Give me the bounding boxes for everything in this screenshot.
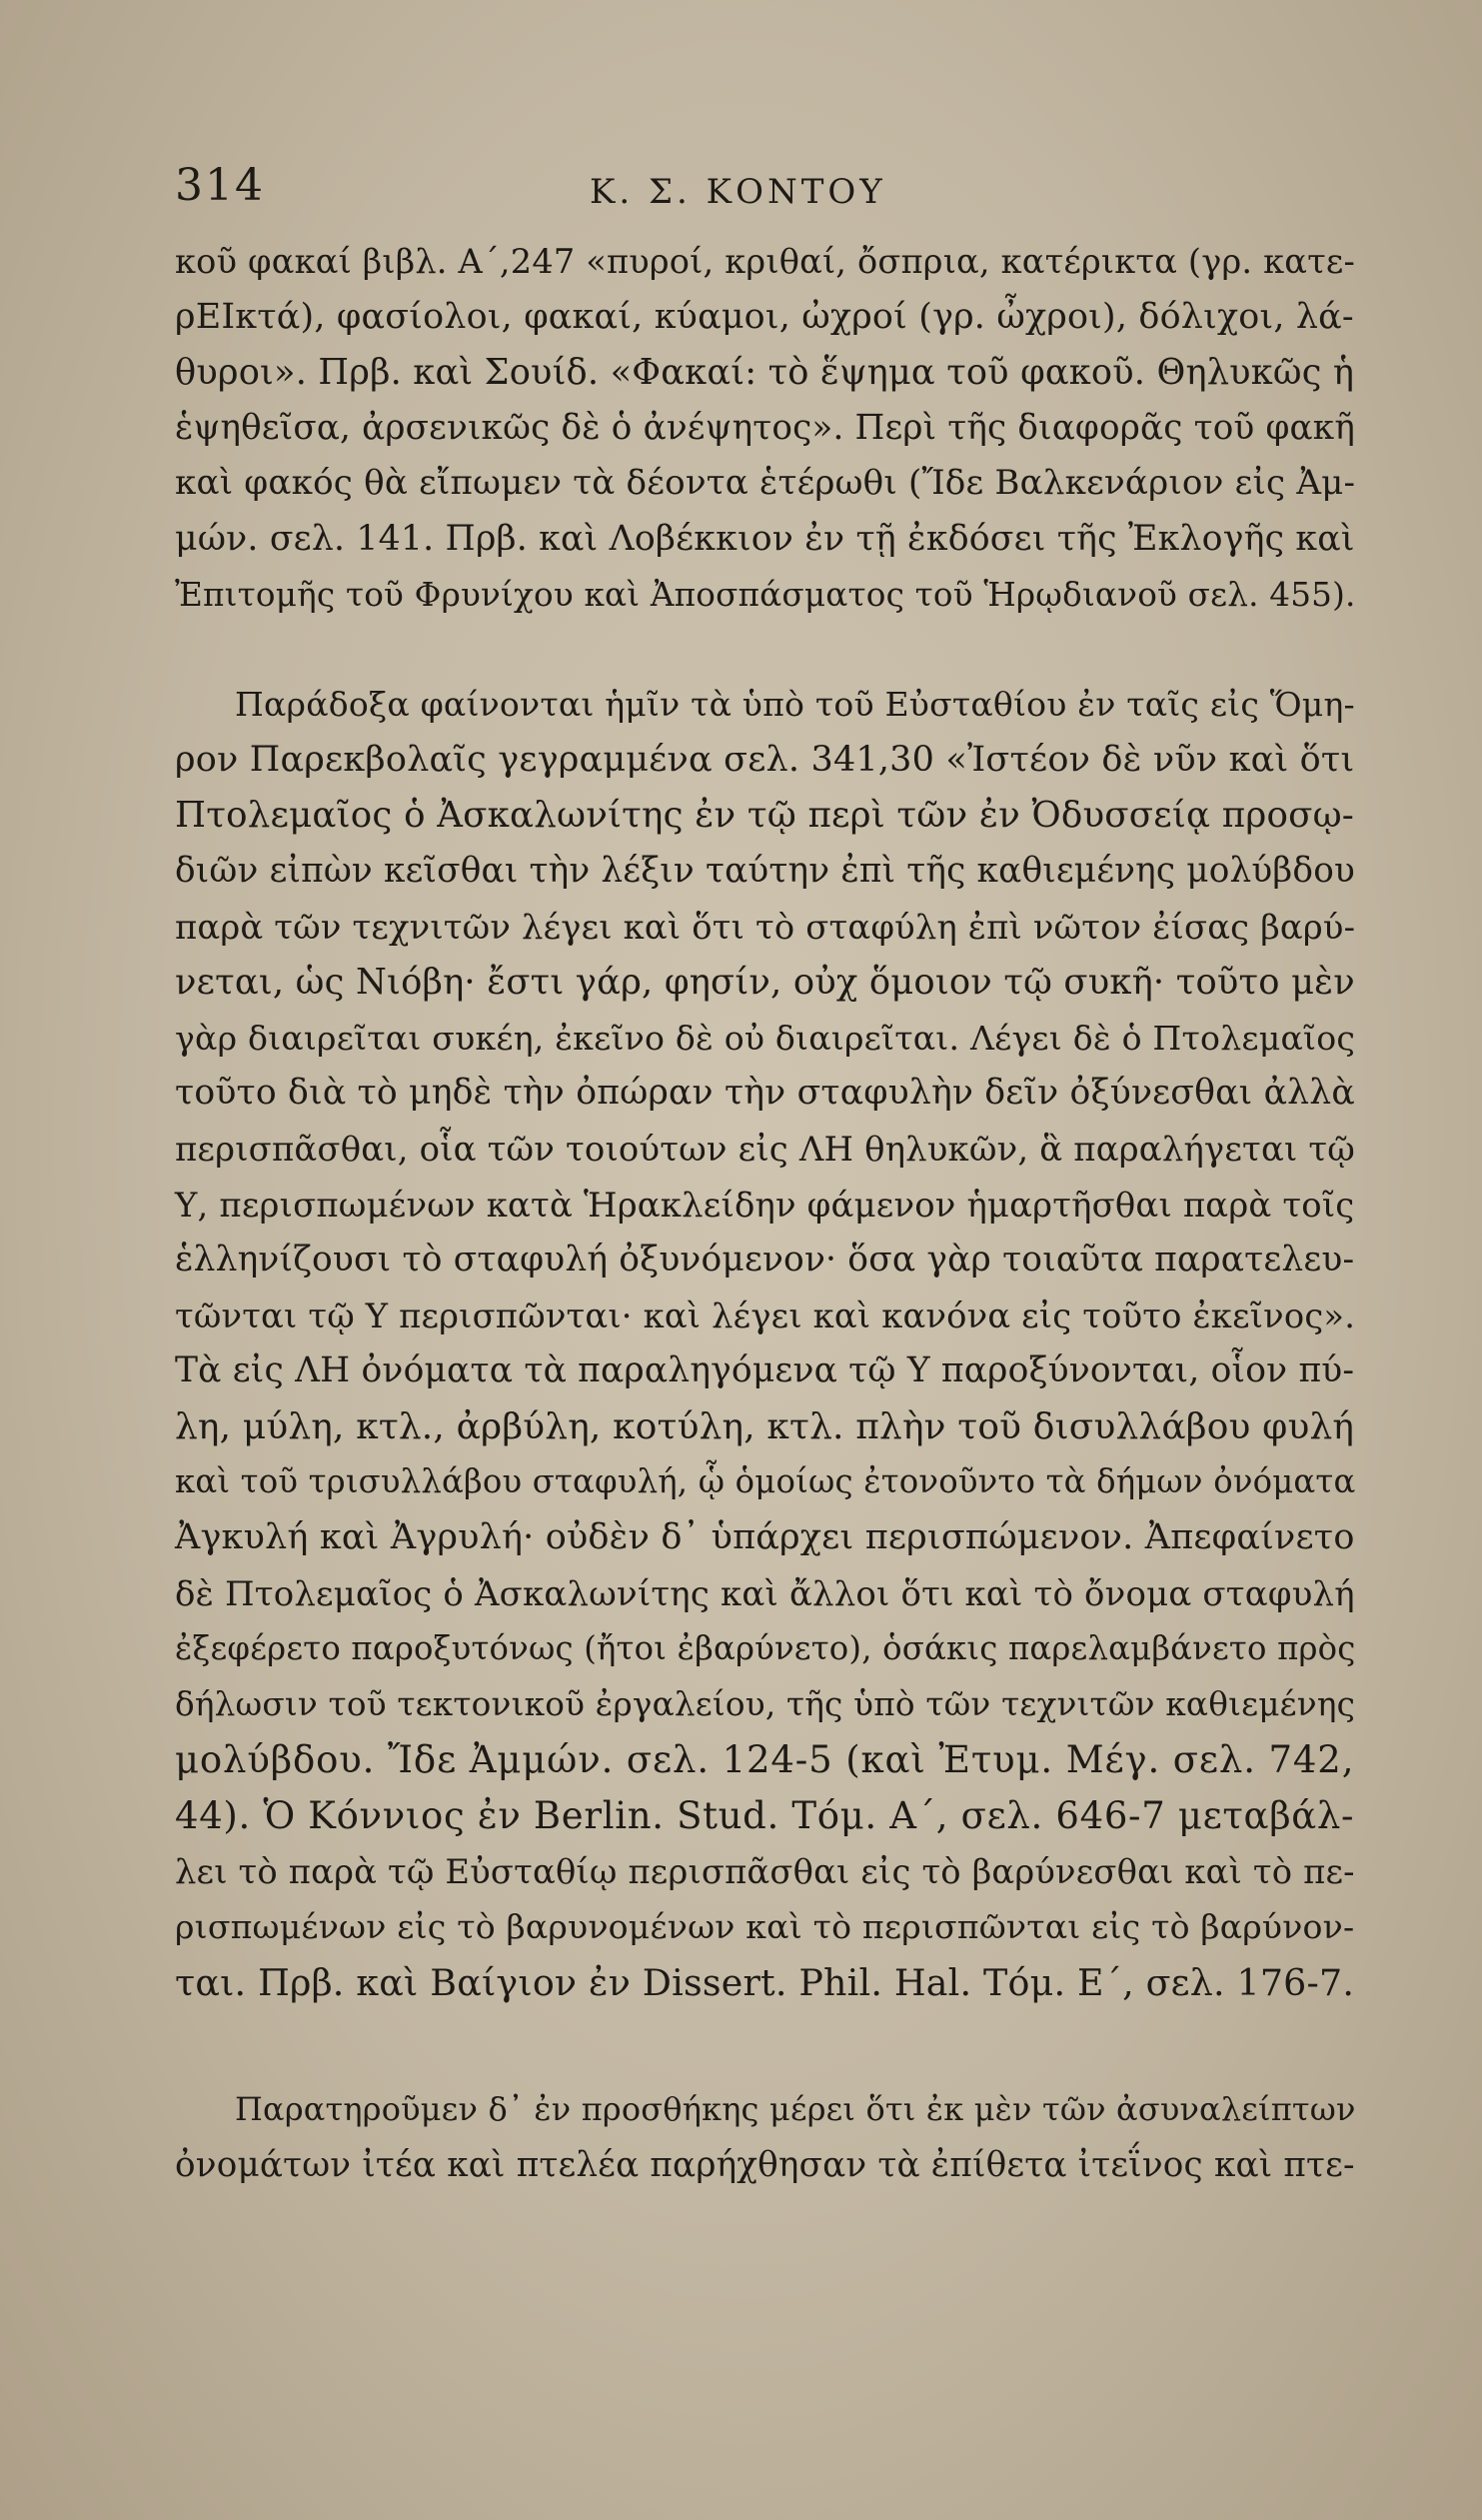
text-line: Ἐπιτομῆς τοῦ Φρυνίχου καὶ Ἀποσπάσματος τοῦ Ἡρῳδιανοῦ σελ. 455). [175, 575, 1356, 614]
text-line: παρὰ τῶν τεχνιτῶν λέγει καὶ ὅτι τὸ σταφύλη ἐπὶ νῶτον ἐίσας βαρύ- [175, 907, 1356, 947]
page-number: 314 [175, 160, 265, 211]
text-line: γὰρ διαιρεῖται συκέη, ἐκεῖνο δὲ οὐ διαιρεῖται. Λέγει δὲ ὁ Πτολεμαῖος [175, 1018, 1356, 1058]
text-line: καὶ τοῦ τρισυλλάβου σταφυλή, ᾧ ὁμοίως ἐτονοῦντο τὰ δήμων ὀνόματα [175, 1462, 1356, 1501]
text-line: ἑψηθεῖσα, ἀρσενικῶς δὲ ὁ ἀνέψητος». Περὶ τῆς διαφορᾶς τοῦ φακῆ [175, 407, 1355, 448]
text-line: θυροι». Πρβ. καὶ Σουίδ. «Φακαί: τὸ ἕψημα τοῦ φακοῦ. Θηλυκῶς ἡ [175, 352, 1355, 394]
text-line: ρΕΙκτά), φασίολοι, φακαί, κύαμοι, ὠχροί (γρ. ὦχροι), δόλιχοι, λά- [175, 296, 1354, 337]
paragraph-fakai [175, 234, 1354, 623]
text-line: ἐξεφέρετο παροξυτόνως (ἤτοι ἐβαρύνετο), ὁσάκις παρελαμβάνετο πρὸς [175, 1629, 1356, 1668]
text-line: κοῦ φακαί βιβλ. Α΄,247 «πυροί, κριθαί, ὄσπρια, κατέρικτα (γρ. κατε- [175, 242, 1355, 281]
text-line: μολύβδου. Ἴδε Ἀμμών. σελ. 124-5 (καὶ Ἐτυμ. Μέγ. σελ. 742, [175, 1738, 1355, 1782]
text-line: ὀνομάτων ἰτέα καὶ πτελέα παρήχθησαν τὰ ἐπίθετα ἰτεΐνος καὶ πτε- [175, 2145, 1355, 2185]
paragraph-gap [175, 2010, 1354, 2082]
text-line: τοῦτο διὰ τὸ μηδὲ τὴν ὀπώραν τὴν σταφυλὴν δεῖν ὀξύνεσθαι ἀλλὰ [175, 1073, 1355, 1114]
paragraph-itea-ptelea [175, 2082, 1354, 2193]
text-line: καὶ φακός θὰ εἴπωμεν τὰ δέοντα ἑτέρωθι (Ἴδε Βαλκενάριον εἰς Ἀμ- [175, 463, 1356, 504]
text-line: Παρατηροῦμεν δ᾽ ἐν προσθήκης μέρει ὅτι ἐκ μὲν τῶν ἀσυναλείπτων [235, 2090, 1356, 2129]
text-line: ρον Παρεκβολαῖς γεγραμμένα σελ. 341,30 «Ἰστέον δὲ νῦν καὶ ὅτι [175, 739, 1355, 780]
text-line: ἑλληνίζουσι τὸ σταφυλή ὀξυνόμενον· ὅσα γὰρ τοιαῦτα παρατελευ- [175, 1240, 1355, 1280]
text-line: νεται, ὡς Νιόβη· ἔστι γάρ, φησίν, οὐχ ὅμοιον τῷ συκῆ· τοῦτο μὲν [175, 962, 1355, 1004]
text-line: δήλωσιν τοῦ τεκτονικοῦ ἐργαλείου, τῆς ὑπὸ τῶν τεχνιτῶν καθιεμένης [175, 1684, 1356, 1723]
text-line: τῶνται τῷ Υ περισπῶνται· καὶ λέγει καὶ κανόνα εἰς τοῦτο ἐκεῖνος». [175, 1295, 1356, 1335]
text-line: λει τὸ παρὰ τῷ Εὐσταθίῳ περισπᾶσθαι εἰς τὸ βαρύνεσθαι καὶ τὸ πε- [175, 1851, 1355, 1891]
text-line: Πτολεμαῖος ὁ Ἀσκαλωνίτης ἐν τῷ περὶ τῶν ἐν Ὀδυσσείᾳ προσῳ- [175, 795, 1355, 837]
text-line: ται. Πρβ. καὶ Βαίγιον ἐν Dissert. Phil. Hal. Τόμ. Ε΄, σελ. 176-7. [175, 1960, 1355, 2004]
body-text [175, 234, 1354, 2194]
text-line: Τὰ εἰς ΛΗ ὀνόματα τὰ παραληγόμενα τῷ Υ παροξύνονται, οἷον πύ- [175, 1350, 1355, 1391]
text-line: δὲ Πτολεμαῖος ὁ Ἀσκαλωνίτης καὶ ἄλλοι ὅτι καὶ τὸ ὄνομα σταφυλή [175, 1573, 1355, 1613]
text-line: λη, μύλη, κτλ., ἀρβύλη, κοτύλη, κτλ. πλὴν τοῦ δισυλλάβου φυλή [175, 1405, 1355, 1447]
text-line: ρισπωμένων εἰς τὸ βαρυνομένων καὶ τὸ περισπῶνται εἰς τὸ βαρύνον- [175, 1907, 1355, 1947]
text-line: περισπᾶσθαι, οἷα τῶν τοιούτων εἰς ΛΗ θηλυκῶν, ἃ παραλήγεται τῷ [175, 1129, 1356, 1169]
paragraph-eustathius [175, 677, 1354, 2010]
running-title: Κ. Σ. ΚΟΝΤΟΥ [590, 172, 886, 212]
text-line: 44). Ὁ Κόννιος ἐν Berlin. Stud. Τόμ. Α΄, σελ. 646-7 μεταβάλ- [175, 1794, 1355, 1838]
text-line: Υ, περισπωμένων κατὰ Ἡρακλείδην φάμενον ἡμαρτῆσθαι παρὰ τοῖς [175, 1185, 1355, 1225]
text-line: Παράδοξα φαίνονται ἡμῖν τὰ ὑπὸ τοῦ Εὐσταθίου ἐν ταῖς εἰς Ὅμη- [235, 685, 1355, 725]
text-line: Ἀγκυλή καὶ Ἀγρυλή· οὐδὲν δ᾽ ὑπάρχει περισπώμενον. Ἀπεφαίνετο [175, 1517, 1355, 1558]
page-header [175, 160, 1354, 220]
paragraph-gap [175, 623, 1354, 677]
text-line: μών. σελ. 141. Πρβ. καὶ Λοβέκκιον ἐν τῇ ἐκδόσει τῆς Ἐκλογῆς καὶ [175, 518, 1355, 559]
text-line: διῶν εἰπὼν κεῖσθαι τὴν λέξιν ταύτην ἐπὶ τῆς καθιεμένης μολύβδου [175, 850, 1356, 891]
